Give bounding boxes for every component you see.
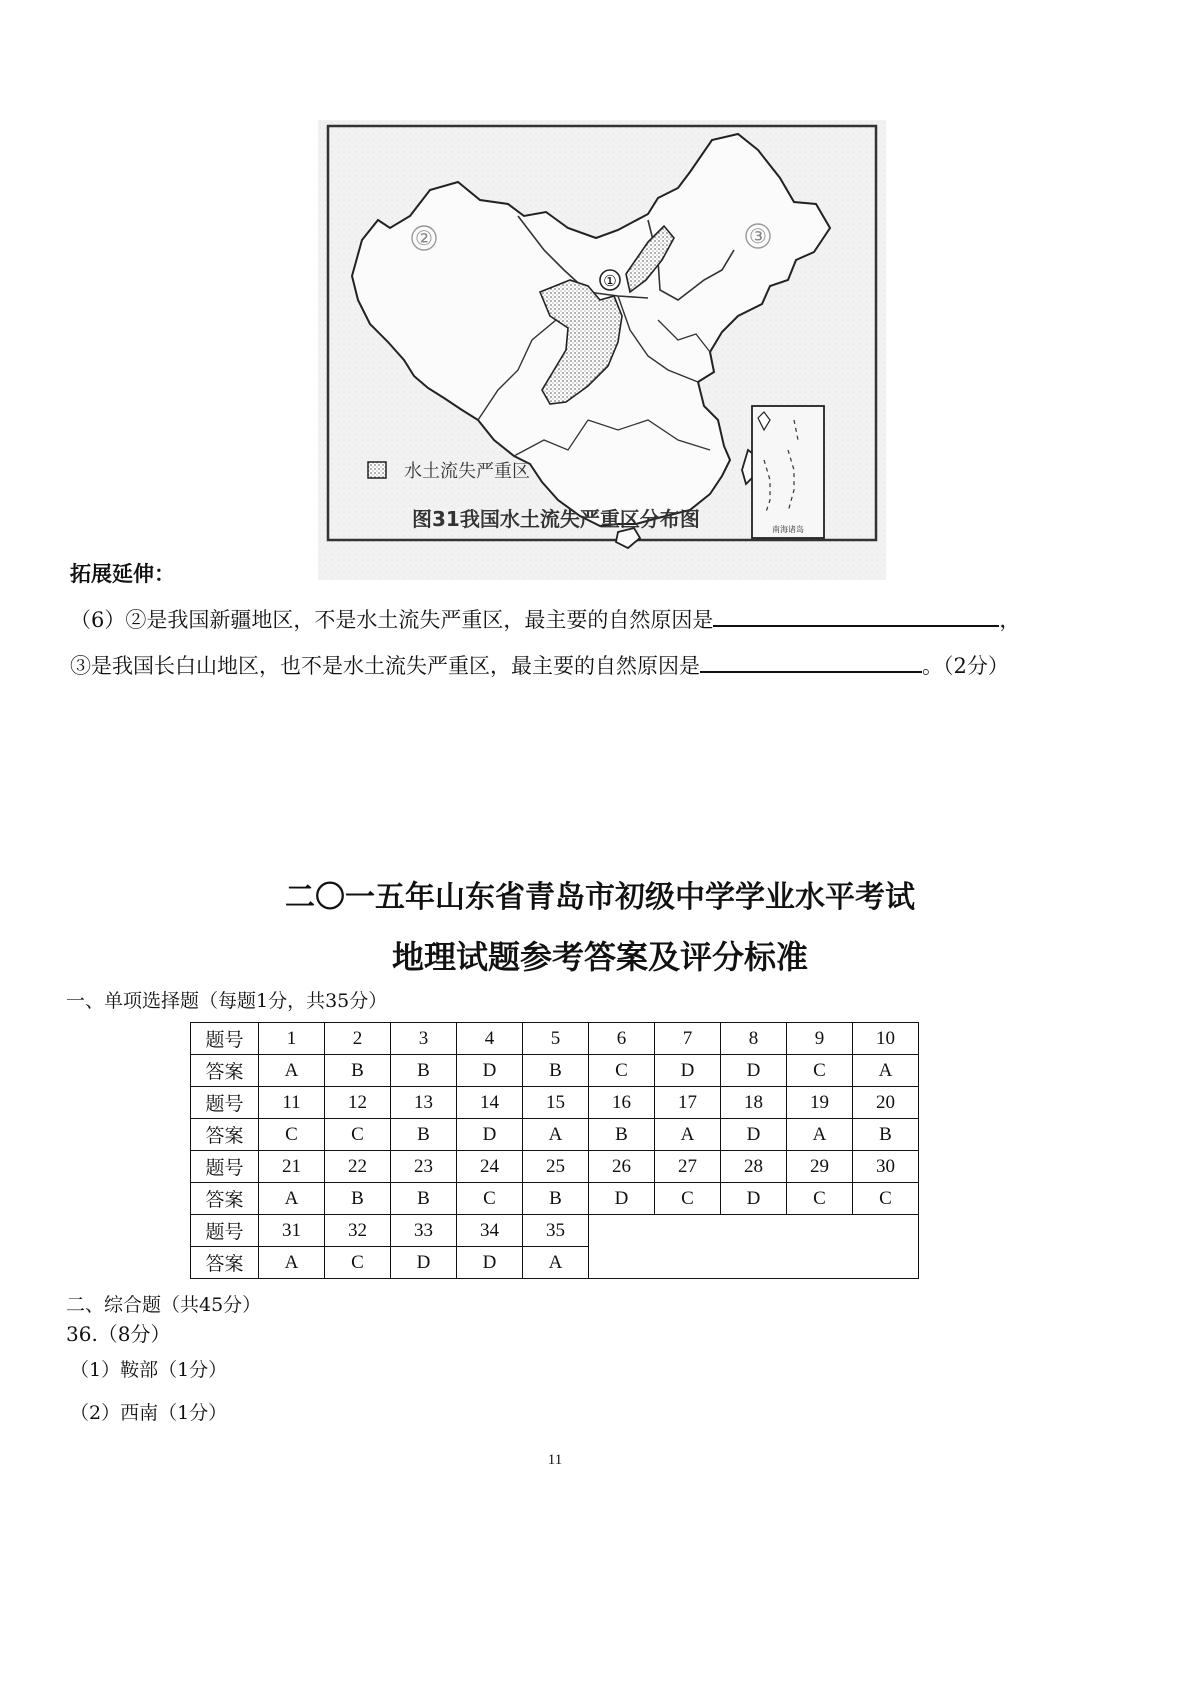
answer-row	[191, 1183, 919, 1215]
answer-cell: C	[589, 1055, 655, 1087]
answer-cell: B	[589, 1119, 655, 1151]
marker-1-label: ①	[603, 272, 617, 290]
question-number-cell: 10	[853, 1023, 919, 1055]
answer-cell: C	[655, 1183, 721, 1215]
answer-cell: C	[457, 1183, 523, 1215]
answer-cell: B	[325, 1055, 391, 1087]
answer-cell: A	[259, 1055, 325, 1087]
question-number-cell: 30	[853, 1151, 919, 1183]
question-36-header: 36.（8分）	[66, 1322, 171, 1346]
question-6-text-1: （6）②是我国新疆地区，不是水土流失严重区，最主要的自然原因是	[70, 608, 714, 632]
answer-cell: D	[391, 1247, 457, 1279]
question-number-row	[191, 1151, 919, 1183]
answer-cell: A	[853, 1055, 919, 1087]
answer-cell: B	[391, 1055, 457, 1087]
inset-label: 南海诸岛	[772, 525, 804, 534]
question-number-cell: 34	[457, 1215, 523, 1247]
answer-cell: C	[787, 1055, 853, 1087]
answer-cell: A	[523, 1247, 589, 1279]
question-number-cell: 7	[655, 1023, 721, 1055]
question-number-row	[191, 1087, 919, 1119]
empty-cell	[589, 1215, 919, 1279]
answer-cell: D	[721, 1119, 787, 1151]
answer-cell: D	[721, 1055, 787, 1087]
answer-cell: D	[589, 1183, 655, 1215]
question-6-line-2	[70, 650, 1009, 680]
answer-key-title: 二〇一五年山东省青岛市初级中学学业水平考试	[285, 880, 915, 915]
section-1-heading: 一、单项选择题（每题1分，共35分）	[66, 990, 388, 1012]
answer-cell: D	[457, 1055, 523, 1087]
question-number-cell: 21	[259, 1151, 325, 1183]
answer-cell: C	[787, 1183, 853, 1215]
question-6-text-2: ③是我国长白山地区，也不是水土流失严重区，最主要的自然原因是	[70, 654, 700, 678]
answer-cell: D	[721, 1183, 787, 1215]
answer-blank-1[interactable]	[713, 607, 999, 627]
figure-caption: 图31我国水土流失严重区分布图	[412, 507, 700, 531]
answer-cell: C	[259, 1119, 325, 1151]
question-number-cell: 9	[787, 1023, 853, 1055]
answer-table-body	[191, 1023, 919, 1279]
question-6-line-1	[70, 604, 1020, 634]
question-number-cell: 28	[721, 1151, 787, 1183]
question-number-cell: 26	[589, 1151, 655, 1183]
answer-blank-2[interactable]	[700, 653, 922, 673]
row-label-question: 题号	[191, 1087, 259, 1119]
question-number-cell: 2	[325, 1023, 391, 1055]
answer-cell: A	[787, 1119, 853, 1151]
question-number-row	[191, 1215, 919, 1247]
question-number-cell: 14	[457, 1087, 523, 1119]
question-number-cell: 8	[721, 1023, 787, 1055]
question-36-item-2: （2）西南（1分）	[70, 1402, 228, 1424]
question-number-cell: 29	[787, 1151, 853, 1183]
answer-cell: C	[325, 1119, 391, 1151]
extension-heading: 拓展延伸：	[70, 562, 175, 586]
question-number-cell: 1	[259, 1023, 325, 1055]
question-number-cell: 4	[457, 1023, 523, 1055]
row-label-answer: 答案	[191, 1055, 259, 1087]
question-number-cell: 20	[853, 1087, 919, 1119]
row-label-question: 题号	[191, 1215, 259, 1247]
answer-row	[191, 1055, 919, 1087]
row-label-answer: 答案	[191, 1119, 259, 1151]
question-number-cell: 17	[655, 1087, 721, 1119]
row-label-question: 题号	[191, 1023, 259, 1055]
answer-cell: C	[853, 1183, 919, 1215]
question-number-cell: 24	[457, 1151, 523, 1183]
answer-cell: D	[457, 1119, 523, 1151]
legend-label: 水土流失严重区	[404, 461, 530, 482]
question-6-score: 。（2分）	[922, 654, 1009, 678]
question-number-cell: 3	[391, 1023, 457, 1055]
answer-cell: B	[853, 1119, 919, 1151]
legend-swatch	[368, 462, 386, 478]
question-number-cell: 27	[655, 1151, 721, 1183]
answer-cell: B	[523, 1183, 589, 1215]
question-6-comma: ，	[999, 608, 1021, 632]
question-number-cell: 31	[259, 1215, 325, 1247]
row-label-question: 题号	[191, 1151, 259, 1183]
answer-table	[190, 1022, 919, 1279]
answer-cell: A	[655, 1119, 721, 1151]
question-number-cell: 22	[325, 1151, 391, 1183]
question-number-cell: 16	[589, 1087, 655, 1119]
question-number-cell: 18	[721, 1087, 787, 1119]
answer-cell: A	[523, 1119, 589, 1151]
question-number-cell: 6	[589, 1023, 655, 1055]
question-number-cell: 15	[523, 1087, 589, 1119]
question-number-cell: 33	[391, 1215, 457, 1247]
question-number-cell: 32	[325, 1215, 391, 1247]
answer-cell: B	[523, 1055, 589, 1087]
answer-cell: B	[391, 1183, 457, 1215]
question-number-cell: 35	[523, 1215, 589, 1247]
answer-cell: A	[259, 1183, 325, 1215]
section-2-heading: 二、综合题（共45分）	[66, 1294, 262, 1316]
question-36-item-1: （1）鞍部（1分）	[70, 1359, 228, 1381]
answer-cell: C	[325, 1247, 391, 1279]
page-number: 11	[547, 1452, 563, 1468]
answer-cell: D	[457, 1247, 523, 1279]
marker-3-label: ③	[749, 224, 767, 248]
question-number-cell: 11	[259, 1087, 325, 1119]
question-number-cell: 19	[787, 1087, 853, 1119]
row-label-answer: 答案	[191, 1247, 259, 1279]
answer-cell: B	[325, 1183, 391, 1215]
answer-cell: D	[655, 1055, 721, 1087]
answer-cell: B	[391, 1119, 457, 1151]
question-number-cell: 13	[391, 1087, 457, 1119]
question-number-cell: 5	[523, 1023, 589, 1055]
question-number-cell: 12	[325, 1087, 391, 1119]
question-number-cell: 23	[391, 1151, 457, 1183]
answer-key-subtitle: 地理试题参考答案及评分标准	[391, 938, 808, 976]
answer-row	[191, 1119, 919, 1151]
question-number-row	[191, 1023, 919, 1055]
marker-2-label: ②	[415, 226, 433, 250]
answer-cell: A	[259, 1247, 325, 1279]
row-label-answer: 答案	[191, 1183, 259, 1215]
question-number-cell: 25	[523, 1151, 589, 1183]
